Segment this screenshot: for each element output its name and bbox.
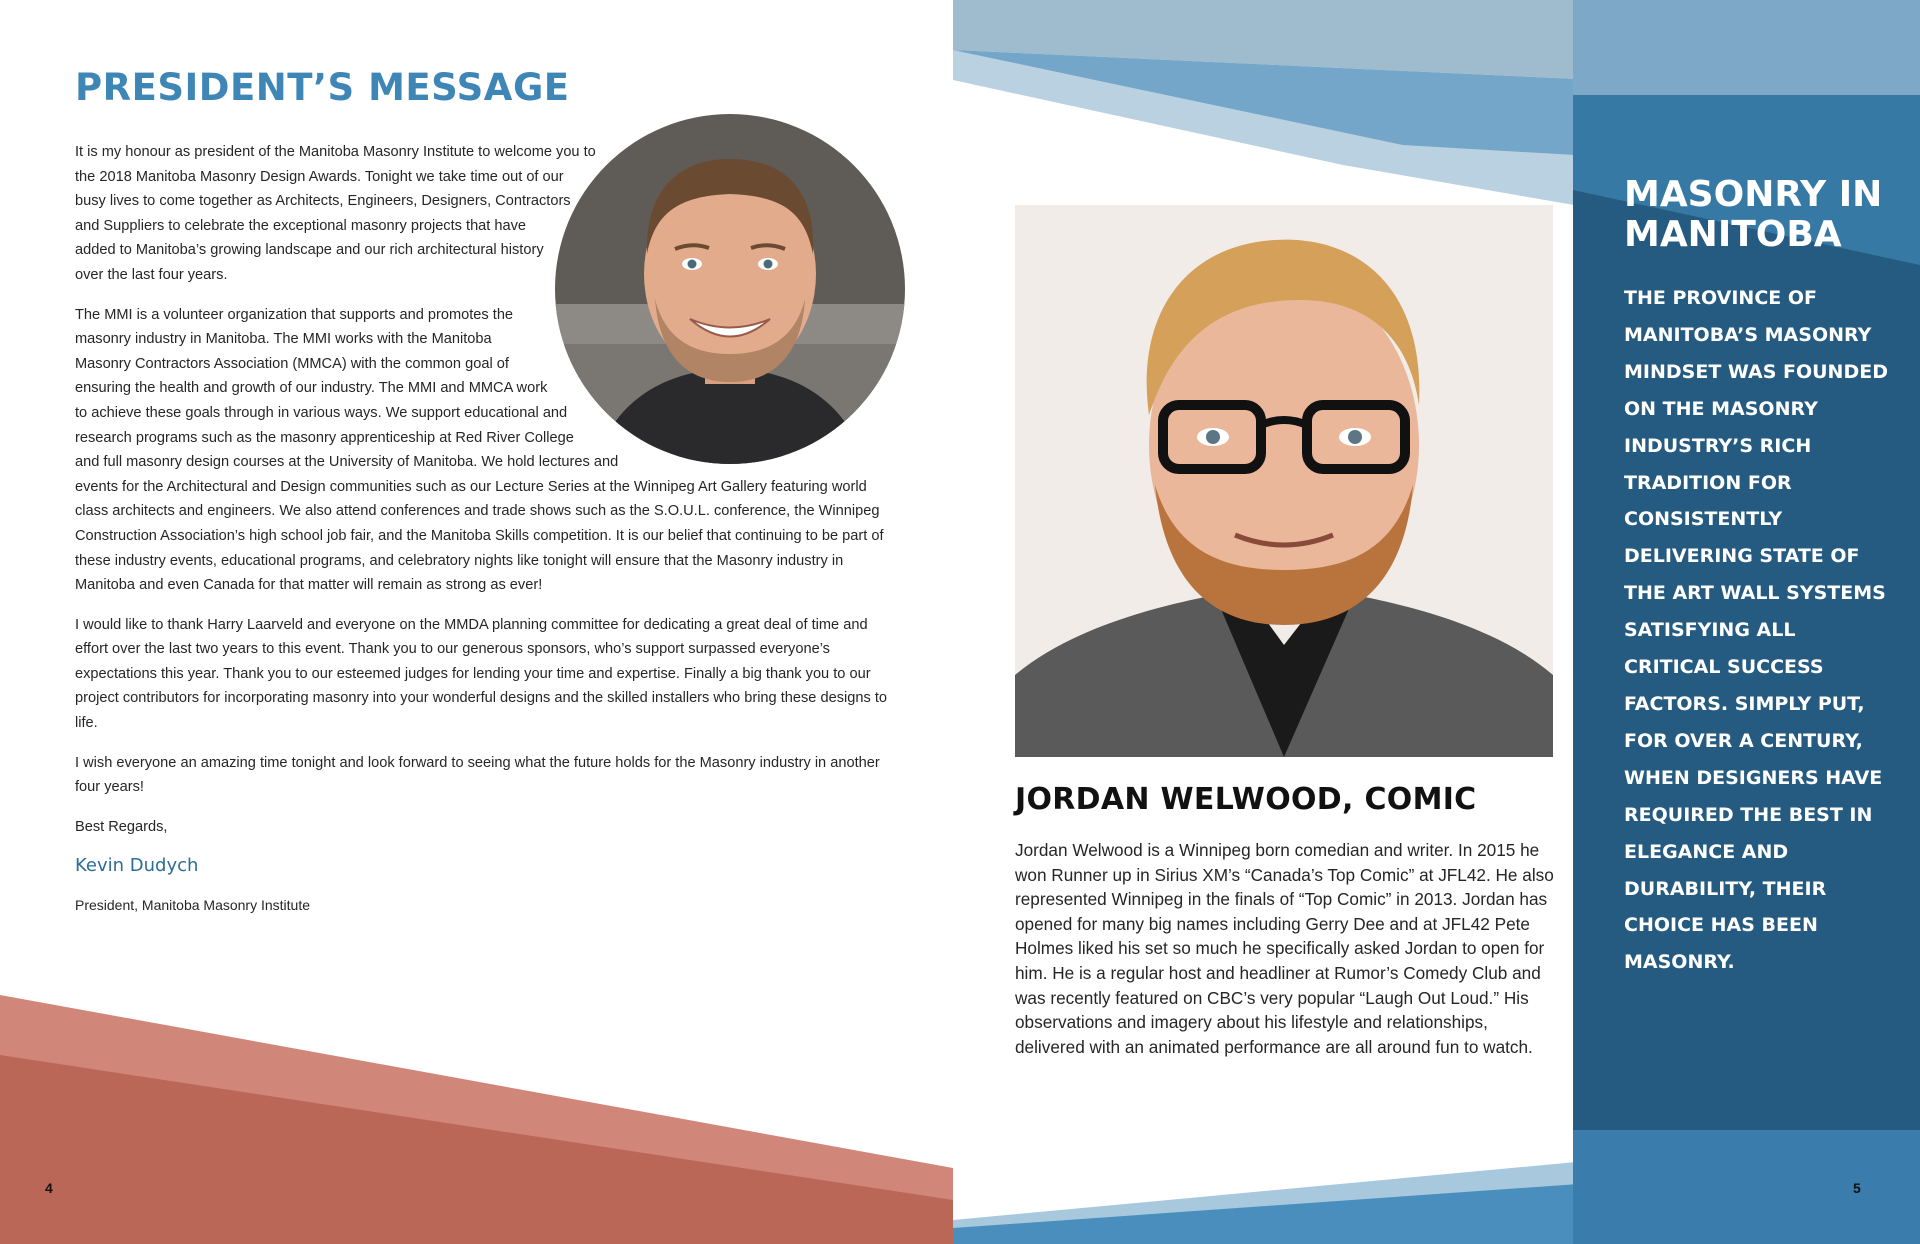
president-portrait-image [555, 114, 905, 464]
president-photo [555, 114, 905, 464]
sidebar-text: THE PROVINCE OF MANITOBA’S MASONRY MINDSET WAS FOUNDED ON THE MASONRY INDUSTRY’S RICH TRADITION FOR CONSISTENTLY DELIVERING STATE OF THE ART WALL SYSTEMS SATISFYING ALL CRITICAL SUCCESS FACTORS. SIMPLY PUT, FOR OVER A CENTURY, WHEN DESIGNERS HAVE REQUIRED THE BEST IN ELEGANCE AND DURABILITY, THEIR CHOICE HAS BEEN MASONRY. [1624, 287, 1888, 974]
page-title: PRESIDENT’S MESSAGE [75, 66, 570, 109]
page-number-left: 4 [45, 1180, 53, 1196]
message-paragraph-4: I wish everyone an amazing time tonight and look forward to seeing what the future holds for the Masonry industry in another four years! [75, 754, 880, 796]
message-paragraph-2: The MMI is a volunteer organization that supports and promotes the masonry industry in Manitoba. The MMI works with the Manitoba Masonry Contractors Association (MMCA) with the common goal of ensuring the health and growth of our industry. The MMI and MMCA work to achieve these goals through in various ways. We support educational and research programs such as the masonry apprenticeship at Red River College and full masonry design courses at the University of Manitoba. We hold lectures and events for the Architectural and Design communities such as our Lecture Series at the Winnipeg Art Gallery featuring world class architects and engineers. We also attend conferences and trade shows such as the S.O.U.L. conference, the Winnipeg Construction Association’s high school job fair, and the Manitoba Skills competition. It is our belief that continuing to be part of these industry events, educational programs, and celebratory nights like tonight will ensure that the Masonry industry in Manitoba and even Canada for that matter will remain as strong as ever! [75, 306, 884, 594]
right-page [953, 0, 1920, 1244]
message-paragraph-3: I would like to thank Harry Laarveld and everyone on the MMDA planning committee for dedicating a great deal of time and effort over the last two years to this event. Thank you to our generous sponsors, who’s support surpassed everyone’s expectations this year. Thank you to our esteemed judges for lending your time and expertise. Finally a big thank you to our project contributors for incorporating masonry into your wonderful designs and the skilled installers who bring these designs to life. [75, 616, 888, 732]
sidebar-title: MASONRY IN MANITOBA [1624, 174, 1883, 255]
president-portrait [555, 114, 905, 464]
signoff-text: Best Regards, [75, 818, 168, 835]
presidents-message-body [75, 140, 895, 933]
comic-bio: Jordan Welwood is a Winnipeg born comedian and writer. In 2015 he won Runner up in Sirius XM’s “Canada’s Top Comic” at JFL42. He also represented Winnipeg in the finals of “Top Comic” in 2013. Jordan has opened for many big names including Gerry Dee and at JFL42 Pete Holmes liked his set so much he specifically asked Jordan to open for him. He is a regular host and headliner at Rumor’s Comedy Club and was recently featured on CBC’s very popular “Laugh Out Loud.” His observations and imagery about his lifestyle and relationships, delivered with an animated performance are all around fun to watch. [1015, 840, 1554, 1057]
comic-name-heading: JORDAN WELWOOD, COMIC [1015, 782, 1477, 817]
sidebar-bottom-tint [1573, 1130, 1920, 1244]
comic-photo [1015, 205, 1553, 757]
comic-portrait-image [1015, 205, 1553, 757]
sidebar-top-tint [1573, 0, 1920, 95]
message-paragraph-1: It is my honour as president of the Manitoba Masonry Institute to welcome you to the 2018 Manitoba Masonry Design Awards. Tonight we take time out of our busy lives to come together as Architects, Engineers, Designers, Contractors and Suppliers to celebrate the exceptional masonry projects that have added to Manitoba’s growing landscape and our rich architectural history over the last four years. [75, 144, 596, 283]
signer-title: President, Manitoba Masonry Institute [75, 897, 311, 914]
signer-name: Kevin Dudych [75, 855, 199, 877]
page-number-right: 5 [1853, 1180, 1861, 1196]
left-page [0, 0, 953, 1244]
